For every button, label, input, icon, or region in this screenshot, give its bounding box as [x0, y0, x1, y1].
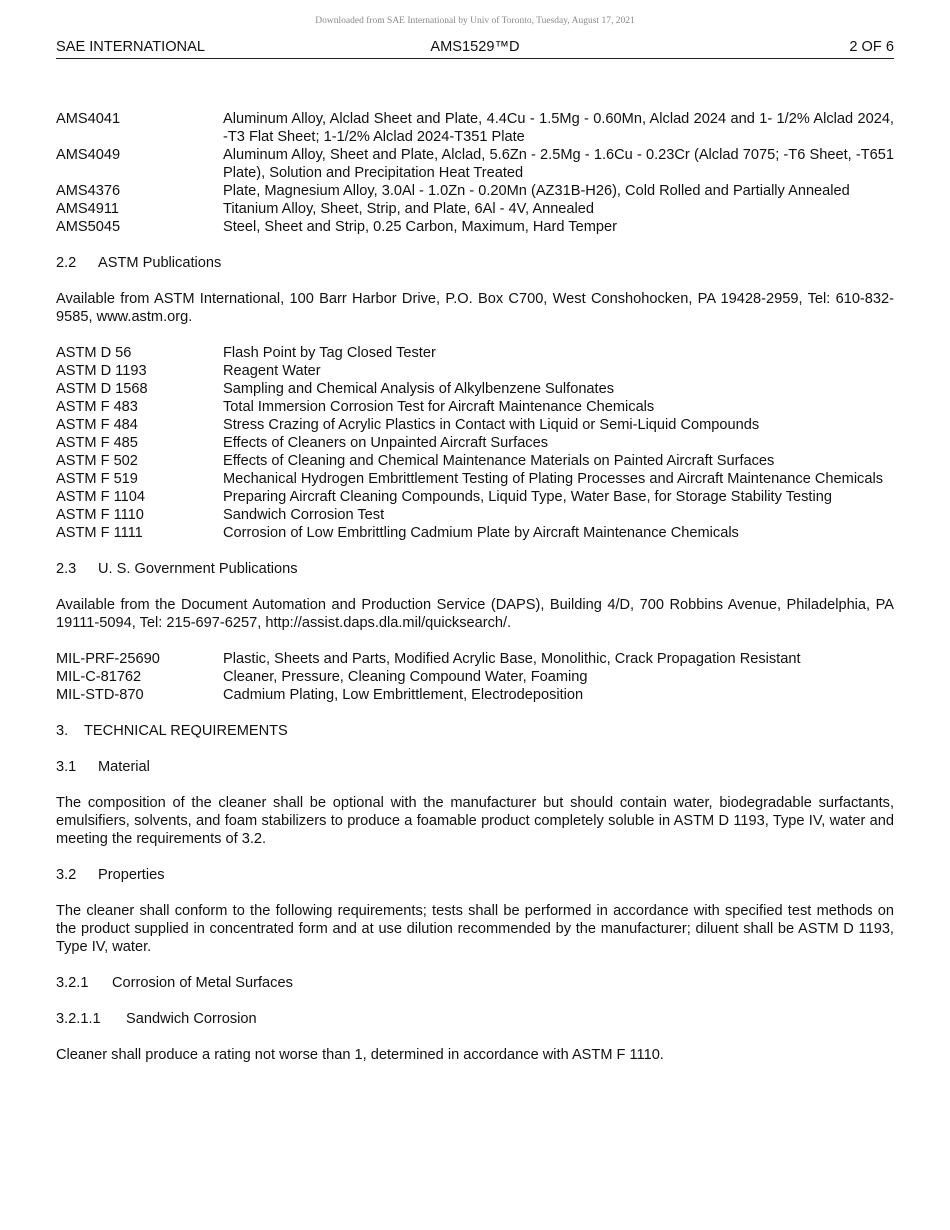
download-watermark: Downloaded from SAE International by Univ of Toronto, Tuesday, August 17, 2021 [315, 16, 635, 26]
reference-row [56, 398, 894, 416]
reference-code: MIL-PRF-25690 [56, 651, 160, 667]
section-number: 2.2 [56, 255, 77, 271]
reference-title: Effects of Cleaning and Chemical Maintenance Materials on Painted Aircraft Surfaces [223, 453, 775, 469]
reference-code: AMS4376 [56, 183, 121, 199]
reference-title: Flash Point by Tag Closed Tester [223, 345, 436, 361]
header-page-number: 2 OF 6 [849, 39, 894, 55]
reference-title: Aluminum Alloy, Sheet and Plate, Alclad, 5.6Zn - 2.5Mg - 1.6Cu - 0.23Cr (Alclad 7075; -T6 Sheet, -T651 Plate), Solution and Precipitation Heat Treated [223, 147, 894, 181]
reference-code: ASTM F 1110 [56, 507, 144, 523]
section-number: 3.2.1.1 [56, 1011, 101, 1027]
sandwich-corrosion-paragraph: Cleaner shall produce a rating not worse than 1, determined in accordance with ASTM F 1110. [56, 1047, 664, 1063]
reference-row [56, 362, 894, 380]
section-heading-2-3 [56, 560, 894, 578]
section-title: ASTM Publications [98, 255, 222, 271]
reference-title: Steel, Sheet and Strip, 0.25 Carbon, Maximum, Hard Temper [223, 219, 617, 235]
reference-row [56, 668, 894, 686]
reference-title: Effects of Cleaners on Unpainted Aircraft Surfaces [223, 435, 549, 451]
section-number: 3.2 [56, 867, 77, 883]
reference-title: Plate, Magnesium Alloy, 3.0Al - 1.0Zn - 0.20Mn (AZ31B-H26), Cold Rolled and Partially Annealed [223, 183, 850, 199]
reference-code: ASTM F 485 [56, 435, 138, 451]
reference-code: AMS4049 [56, 147, 121, 163]
section-title: U. S. Government Publications [98, 561, 298, 577]
section-title: Corrosion of Metal Surfaces [112, 975, 293, 991]
reference-row [56, 524, 894, 542]
reference-row [56, 452, 894, 470]
daps-availability-paragraph: Available from the Document Automation and Production Service (DAPS), Building 4/D, 700 Robbins Avenue, Philadelphia, PA 19111-5094, Tel: 215-697-6257, http://assist.daps.dla.mil/quicksearch/. [56, 597, 894, 631]
section-title: TECHNICAL REQUIREMENTS [84, 723, 288, 739]
section-number: 3. [56, 723, 69, 739]
reference-row [56, 650, 894, 668]
header-doc-number: AMS1529™D [430, 39, 520, 55]
section-number: 3.2.1 [56, 975, 89, 991]
reference-code: MIL-C-81762 [56, 669, 142, 685]
reference-code: ASTM F 502 [56, 453, 138, 469]
reference-code: ASTM F 483 [56, 399, 138, 415]
section-heading-3-1 [56, 758, 894, 776]
reference-code: AMS4041 [56, 111, 121, 127]
mil-reference-list [56, 650, 894, 704]
properties-paragraph: The cleaner shall conform to the following requirements; tests shall be performed in accordance with specified test methods on the product supplied in concentrated form and at use dilution recommended by the manufacturer; diluent shall be ASTM D 1193, Type IV, water. [56, 903, 894, 955]
reference-row [56, 344, 894, 362]
reference-title: Reagent Water [223, 363, 321, 379]
reference-code: ASTM F 1104 [56, 489, 145, 505]
reference-code: ASTM F 1111 [56, 525, 143, 541]
page-header [56, 38, 894, 59]
section-number: 2.3 [56, 561, 77, 577]
reference-code: ASTM D 1193 [56, 363, 147, 379]
section-title: Sandwich Corrosion [126, 1011, 257, 1027]
material-paragraph: The composition of the cleaner shall be optional with the manufacturer but should contain water, biodegradable surfactants, emulsifiers, solvents, and foam stabilizers to produce a foamable product completely soluble in ASTM D 1193, Type IV, water and meeting the requirements of 3.2. [56, 795, 894, 847]
reference-row [56, 506, 894, 524]
reference-row [56, 218, 894, 236]
reference-title: Cleaner, Pressure, Cleaning Compound Water, Foaming [223, 669, 588, 685]
reference-title: Preparing Aircraft Cleaning Compounds, Liquid Type, Water Base, for Storage Stability Testing [223, 489, 832, 505]
reference-row [56, 488, 894, 506]
reference-title: Mechanical Hydrogen Embrittlement Testing of Plating Processes and Aircraft Maintenance Chemicals [223, 471, 884, 487]
reference-code: AMS4911 [56, 201, 120, 217]
section-title: Properties [98, 867, 165, 883]
section-heading-3-2 [56, 866, 894, 884]
reference-row [56, 380, 894, 398]
document-body [56, 110, 894, 1064]
reference-title: Plastic, Sheets and Parts, Modified Acrylic Base, Monolithic, Crack Propagation Resistant [223, 651, 801, 667]
reference-title: Cadmium Plating, Low Embrittlement, Electrodeposition [223, 687, 584, 703]
section-title: Material [98, 759, 150, 775]
section-heading-3-2-1 [56, 974, 894, 992]
reference-row [56, 416, 894, 434]
reference-code: ASTM F 484 [56, 417, 138, 433]
reference-title: Sampling and Chemical Analysis of Alkylbenzene Sulfonates [223, 381, 615, 397]
astm-reference-list [56, 344, 894, 542]
astm-availability-paragraph: Available from ASTM International, 100 Barr Harbor Drive, P.O. Box C700, West Conshohocken, PA 19428-2959, Tel: 610-832-9585, www.astm.org. [56, 291, 894, 325]
reference-title: Aluminum Alloy, Alclad Sheet and Plate, 4.4Cu - 1.5Mg - 0.60Mn, Alclad 2024 and 1- 1/2% Alclad 2024, -T3 Flat Sheet; 1-1/2% Alclad 2024-T351 Plate [223, 111, 894, 145]
section-number: 3.1 [56, 759, 77, 775]
reference-title: Sandwich Corrosion Test [223, 507, 385, 523]
reference-title: Corrosion of Low Embrittling Cadmium Plate by Aircraft Maintenance Chemicals [223, 525, 739, 541]
reference-row [56, 200, 894, 218]
reference-title: Stress Crazing of Acrylic Plastics in Contact with Liquid or Semi-Liquid Compounds [223, 417, 760, 433]
reference-code: AMS5045 [56, 219, 121, 235]
reference-title: Titanium Alloy, Sheet, Strip, and Plate, 6Al - 4V, Annealed [223, 201, 595, 217]
reference-code: MIL-STD-870 [56, 687, 144, 703]
reference-code: ASTM D 56 [56, 345, 132, 361]
reference-title: Total Immersion Corrosion Test for Aircraft Maintenance Chemicals [223, 399, 655, 415]
reference-row [56, 470, 894, 488]
reference-row [56, 434, 894, 452]
header-org: SAE INTERNATIONAL [56, 39, 205, 55]
section-heading-3-2-1-1 [56, 1010, 894, 1028]
reference-code: ASTM F 519 [56, 471, 138, 487]
reference-row [56, 686, 894, 704]
reference-code: ASTM D 1568 [56, 381, 148, 397]
ams-reference-list [56, 110, 894, 236]
section-heading-2-2 [56, 254, 894, 272]
section-heading-3 [56, 722, 894, 740]
reference-row [56, 182, 894, 200]
reference-row [56, 146, 894, 182]
reference-row [56, 110, 894, 146]
